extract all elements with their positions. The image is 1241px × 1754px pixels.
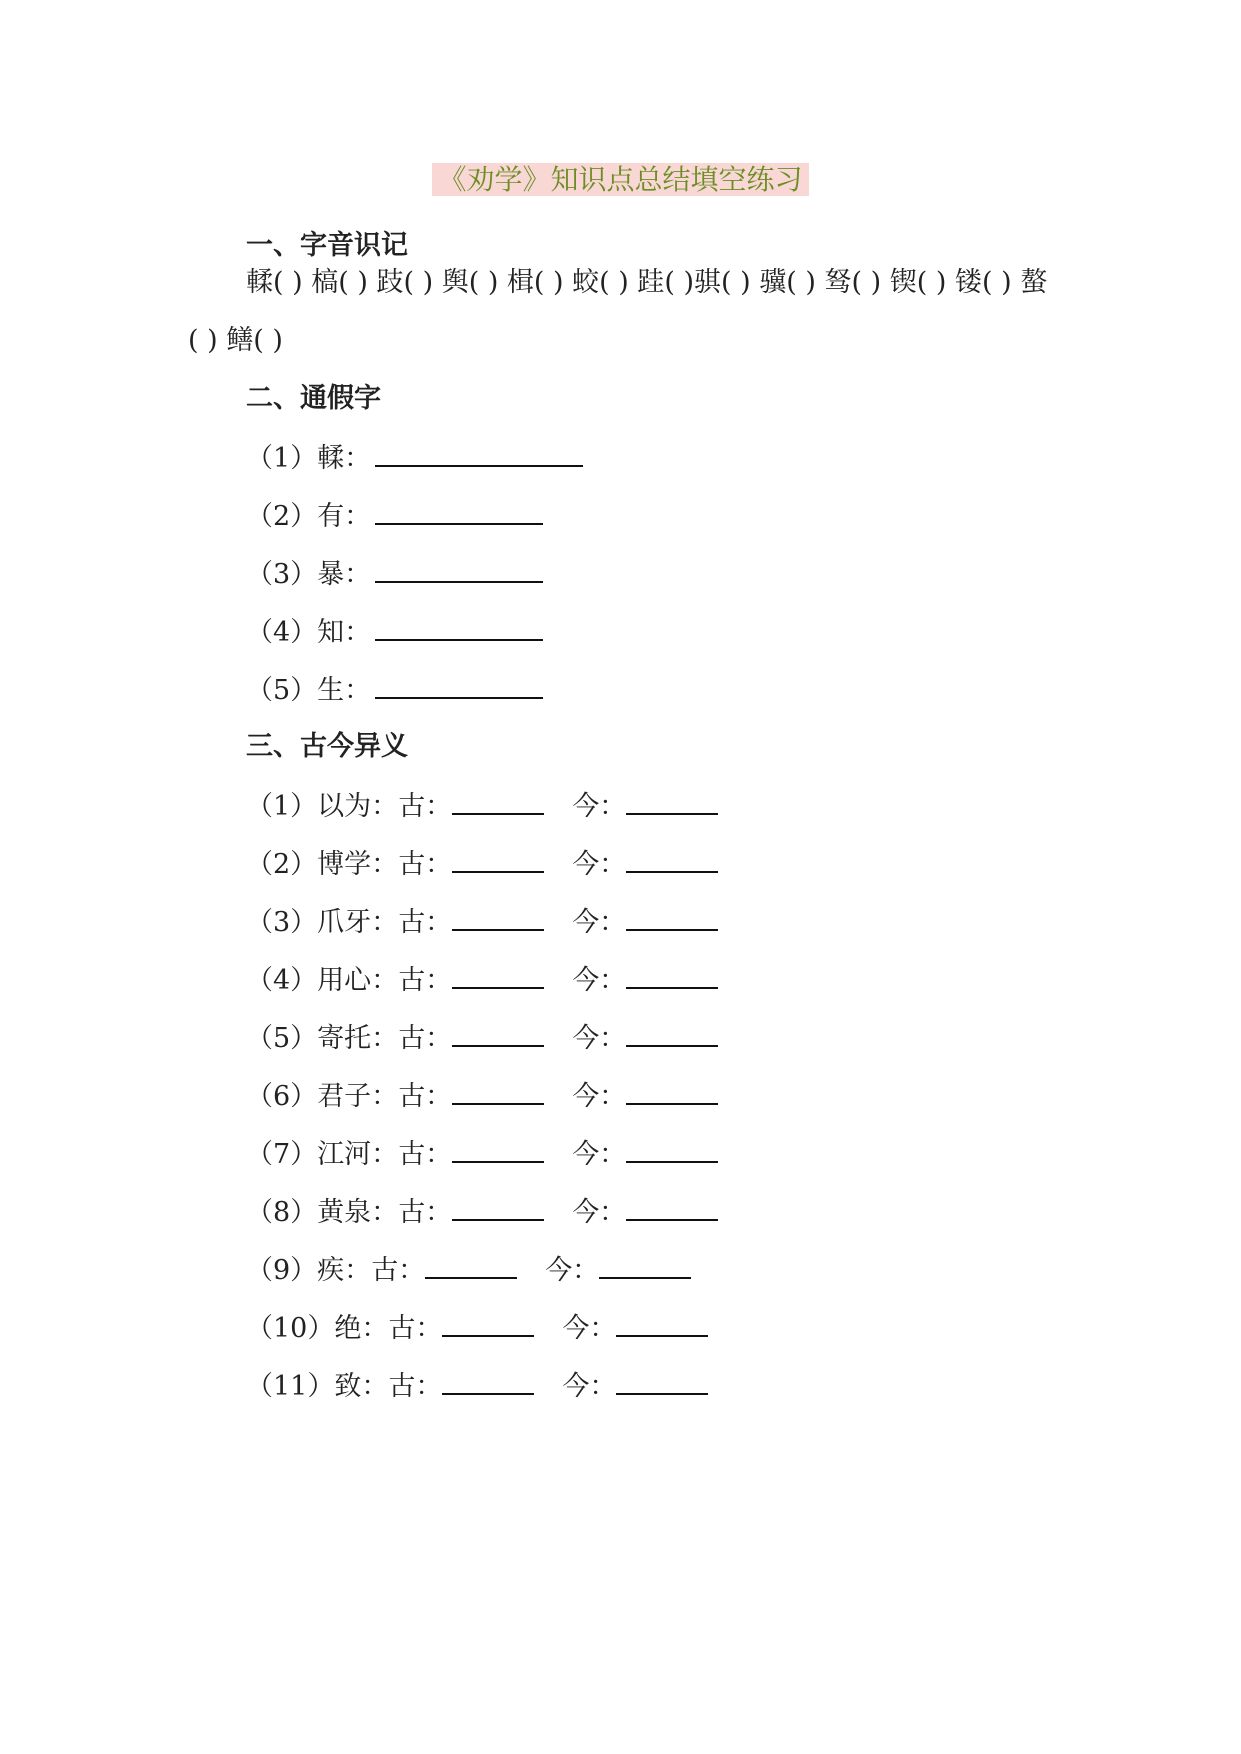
gujin-item (246, 959, 718, 1001)
gu-label: 古： (398, 965, 453, 996)
jin-label: 今： (572, 1139, 627, 1170)
gujin-item (246, 785, 718, 827)
answer-blank[interactable] (375, 669, 543, 699)
gujin-label: （5）寄托： (246, 1023, 399, 1054)
gu-label: 古： (398, 1023, 453, 1054)
gujin-item (246, 1249, 691, 1291)
tongjia-item (246, 495, 543, 537)
gujin-item (246, 1075, 718, 1117)
gujin-item (246, 1133, 718, 1175)
gujin-label: （11）致： (246, 1371, 389, 1402)
jin-blank[interactable] (626, 843, 718, 873)
tongjia-item (246, 611, 543, 653)
title-text: 《劝学》知识点总结填空练习 (432, 163, 808, 196)
gujin-item (246, 1191, 718, 1233)
gu-blank[interactable] (452, 1191, 544, 1221)
tongjia-label: （1）輮： (246, 443, 372, 474)
gujin-label: （7）江河： (246, 1139, 399, 1170)
gu-blank[interactable] (452, 1133, 544, 1163)
jin-label: 今： (562, 1313, 617, 1344)
gu-label: 古： (371, 1255, 426, 1286)
tongjia-label: （3）暴： (246, 559, 372, 590)
tongjia-label: （2）有： (246, 501, 372, 532)
gujin-label: （6）君子： (246, 1081, 399, 1112)
jin-blank[interactable] (599, 1249, 691, 1279)
gujin-label: （3）爪牙： (246, 907, 399, 938)
gujin-label: （8）黄泉： (246, 1197, 399, 1228)
gujin-item (246, 901, 718, 943)
tongjia-item (246, 437, 583, 479)
gu-label: 古： (388, 1313, 443, 1344)
jin-blank[interactable] (626, 785, 718, 815)
jin-label: 今： (572, 791, 627, 822)
gujin-item (246, 843, 718, 885)
gu-label: 古： (388, 1371, 443, 1402)
gu-blank[interactable] (452, 785, 544, 815)
answer-blank[interactable] (375, 553, 543, 583)
answer-blank[interactable] (375, 437, 583, 467)
gu-label: 古： (398, 1197, 453, 1228)
tongjia-item (246, 553, 543, 595)
gu-label: 古： (398, 791, 453, 822)
gu-blank[interactable] (452, 1017, 544, 1047)
tongjia-label: （4）知： (246, 617, 372, 648)
jin-blank[interactable] (616, 1307, 708, 1337)
gujin-item (246, 1307, 708, 1349)
section3-heading: 三、古今异义 (246, 731, 408, 762)
answer-blank[interactable] (375, 611, 543, 641)
answer-blank[interactable] (375, 495, 543, 525)
gu-label: 古： (398, 907, 453, 938)
gujin-item (246, 1365, 708, 1407)
gujin-label: （4）用心： (246, 965, 399, 996)
pronunciation-line-1: 輮( ) 槁( ) 跂( ) 舆( ) 楫( ) 蛟( ) 跬( )骐( ) 骥( ) 驽( ) 锲( ) 镂( ) 螯 (246, 267, 1048, 298)
jin-label: 今： (572, 1197, 627, 1228)
jin-label: 今： (572, 907, 627, 938)
tongjia-item (246, 669, 543, 711)
gujin-label: （10）绝： (246, 1313, 389, 1344)
jin-blank[interactable] (626, 901, 718, 931)
jin-label: 今： (572, 849, 627, 880)
jin-label: 今： (572, 965, 627, 996)
gu-blank[interactable] (452, 843, 544, 873)
gujin-item (246, 1017, 718, 1059)
gu-label: 古： (398, 1081, 453, 1112)
gu-label: 古： (398, 849, 453, 880)
gujin-label: （9）疾： (246, 1255, 372, 1286)
section1-heading: 一、字音识记 (246, 230, 408, 261)
jin-blank[interactable] (626, 959, 718, 989)
gu-blank[interactable] (442, 1307, 534, 1337)
gu-blank[interactable] (425, 1249, 517, 1279)
jin-label: 今： (572, 1023, 627, 1054)
gujin-label: （2）博学： (246, 849, 399, 880)
jin-label: 今： (572, 1081, 627, 1112)
gujin-label: （1）以为： (246, 791, 399, 822)
jin-blank[interactable] (626, 1075, 718, 1105)
document-title (0, 160, 1241, 200)
jin-label: 今： (545, 1255, 600, 1286)
gu-blank[interactable] (442, 1365, 534, 1395)
gu-blank[interactable] (452, 959, 544, 989)
jin-blank[interactable] (626, 1191, 718, 1221)
jin-blank[interactable] (626, 1133, 718, 1163)
tongjia-label: （5）生： (246, 675, 372, 706)
jin-blank[interactable] (626, 1017, 718, 1047)
gu-label: 古： (398, 1139, 453, 1170)
jin-blank[interactable] (616, 1365, 708, 1395)
gu-blank[interactable] (452, 1075, 544, 1105)
jin-label: 今： (562, 1371, 617, 1402)
section2-heading: 二、通假字 (246, 383, 381, 414)
pronunciation-line-2: ( ) 鳝( ) (188, 325, 283, 356)
gu-blank[interactable] (452, 901, 544, 931)
